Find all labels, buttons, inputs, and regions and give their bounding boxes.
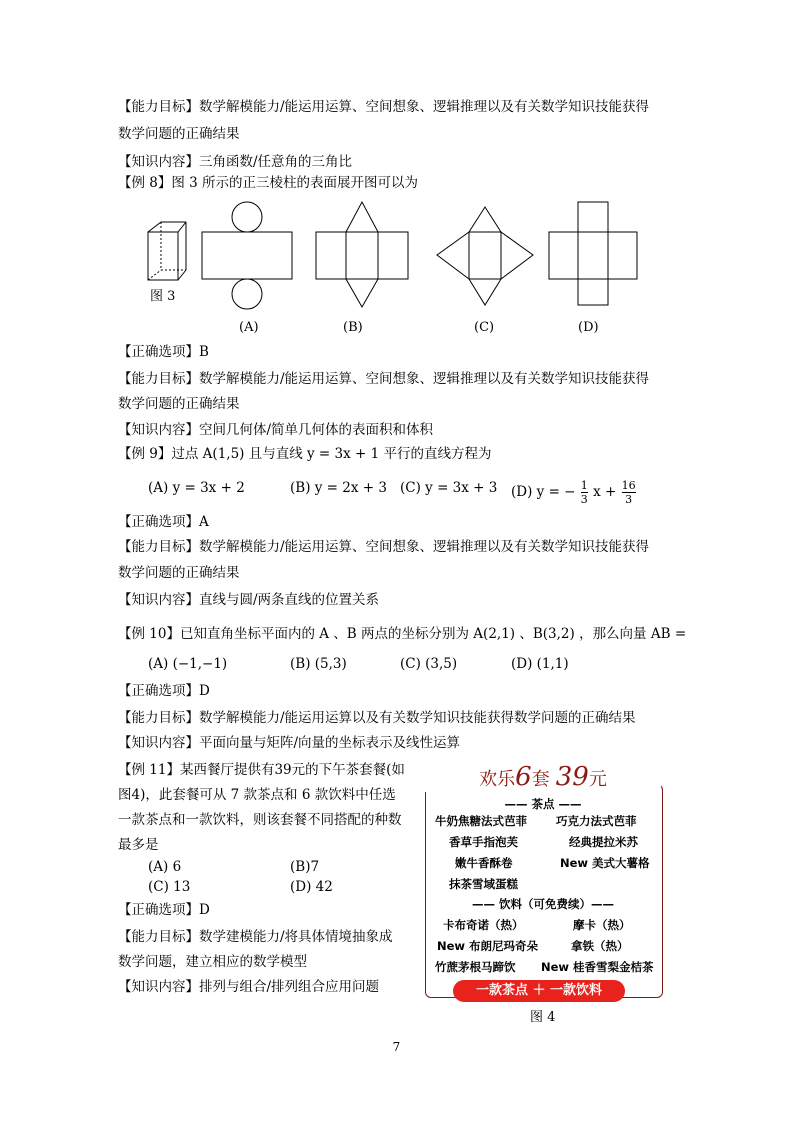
q10-option-a: (A) (−1,−1) — [148, 656, 228, 672]
net-d — [549, 202, 637, 305]
drink-item: 拿铁（热） — [571, 939, 629, 953]
line: 数学问题的正确结果 — [118, 396, 240, 412]
drink-item: 卡布奇诺（热） — [443, 918, 524, 932]
prism-figure — [148, 222, 186, 280]
line: 【例 9】过点 A(1,5) 且与直线 y = 3x + 1 平行的直线方程为 — [118, 446, 492, 462]
line: 【知识内容】排列与组合/排列组合应用问题 — [118, 979, 380, 995]
drink-item: New 布朗尼玛奇朵 — [437, 939, 539, 953]
option-b-label: (B) — [343, 320, 363, 335]
title-pre: 欢乐 — [479, 769, 516, 790]
line: 【正确选项】A — [118, 514, 209, 530]
line: 一款茶点和一款饮料，则该套餐不同搭配的种数 — [118, 812, 402, 828]
denominator: 3 — [625, 493, 633, 506]
line: 【知识内容】平面向量与矩阵/向量的坐标表示及线性运算 — [118, 735, 461, 751]
q9-option-a: (A) y = 3x + 2 — [148, 480, 245, 496]
line: 【例 8】图 3 所示的正三棱柱的表面展开图可以为 — [118, 175, 419, 191]
q9-option-b: (B) y = 2x + 3 — [290, 480, 387, 496]
denominator: 3 — [580, 493, 588, 506]
numerator: 1 — [580, 479, 588, 492]
option-d-label: (D) — [578, 320, 599, 335]
line: 【能力目标】数学解模能力/能运用运算、空间想象、逻辑推理以及有关数学知识技能获得 — [118, 539, 650, 555]
snack-item: 巧克力法式芭菲 — [556, 814, 637, 828]
menu-combo-banner: 一款茶点 ＋ 一款饮料 — [453, 980, 625, 1002]
drink-item: 竹蔗茅根马蹄饮 — [435, 960, 516, 974]
line: 【能力目标】数学解模能力/能运用运算以及有关数学知识技能获得数学问题的正确结果 — [118, 710, 636, 726]
figure-3-nets — [140, 195, 660, 313]
q9-option-d — [511, 479, 637, 506]
title-big: 6 — [515, 762, 532, 792]
line: 【能力目标】数学解模能力/能运用运算、空间想象、逻辑推理以及有关数学知识技能获得 — [118, 99, 650, 115]
q9-option-d-mid: x + — [593, 484, 617, 500]
option-a-label: (A) — [239, 320, 259, 335]
q11-option-b: (B)7 — [290, 859, 320, 875]
fraction — [622, 479, 636, 506]
option-c-label: (C) — [474, 320, 495, 335]
line: 【能力目标】数学建模能力/将具体情境抽象成 — [118, 929, 393, 945]
q10-option-d: (D) (1,1) — [511, 656, 569, 672]
line: 数学问题，建立相应的数学模型 — [118, 954, 307, 970]
drink-heading: —— 饮料（可免费续）—— — [471, 897, 614, 911]
net-a — [202, 202, 292, 309]
page-number: 7 — [392, 1040, 401, 1054]
snack-item: 牛奶焦糖法式芭菲 — [435, 814, 527, 828]
line: 【正确选项】B — [118, 344, 209, 360]
line: 【知识内容】直线与圆/两条直线的位置关系 — [118, 592, 380, 608]
title-mid: 套 — [532, 769, 556, 790]
figure-4-menu — [425, 762, 667, 1000]
snack-item: New 美式大薯格 — [560, 856, 650, 870]
line: 【正确选项】D — [118, 902, 210, 918]
q10-option-c: (C) (3,5) — [400, 656, 458, 672]
line: 【知识内容】三角函数/任意角的三角比 — [118, 154, 353, 170]
q9-option-c: (C) y = 3x + 3 — [400, 480, 498, 496]
drink-item: 摩卡（热） — [573, 918, 631, 932]
snack-heading: —— 茶点 —— — [504, 797, 582, 811]
line: 最多是 — [118, 837, 159, 853]
menu-title-text — [471, 762, 615, 792]
line: 【知识内容】空间几何体/简单几何体的表面积和体积 — [118, 422, 434, 438]
numerator: 16 — [621, 479, 636, 492]
figure-4-label: 图 4 — [530, 1010, 556, 1025]
menu-title — [425, 762, 661, 792]
q11-option-d: (D) 42 — [290, 879, 333, 895]
line: 【能力目标】数学解模能力/能运用运算、空间想象、逻辑推理以及有关数学知识技能获得 — [118, 371, 650, 387]
drink-item: New 桂香雪梨金桔茶 — [541, 960, 654, 974]
title-post: 元 — [588, 769, 607, 790]
q10-option-b: (B) (5,3) — [290, 656, 347, 672]
line: 图4)，此套餐可从 7 款茶点和 6 款饮料中任选 — [118, 787, 396, 803]
line: 数学问题的正确结果 — [118, 565, 240, 581]
figure-3-label: 图 3 — [150, 289, 176, 304]
line: 【例 10】已知直角坐标平面内的 A 、B 两点的坐标分别为 A(2,1) 、B(3,2) ，那么向量 AB = — [118, 626, 687, 642]
snack-item: 经典提拉米苏 — [569, 835, 638, 849]
snack-item: 香草手指泡芙 — [449, 835, 518, 849]
line: 【例 11】某西餐厅提供有39元的下午茶套餐(如 — [118, 762, 405, 778]
fraction — [581, 479, 588, 506]
line: 【正确选项】D — [118, 683, 210, 699]
q11-option-a: (A) 6 — [148, 859, 182, 875]
net-b — [316, 202, 408, 307]
snack-item: 抹茶雪域蛋糕 — [449, 877, 518, 891]
net-c — [437, 207, 533, 305]
line: 数学问题的正确结果 — [118, 126, 240, 142]
q9-option-d-prefix: (D) y = − — [511, 484, 576, 500]
q11-option-c: (C) 13 — [148, 879, 191, 895]
snack-item: 嫩牛香酥卷 — [455, 856, 513, 870]
title-price: 39 — [555, 762, 589, 792]
